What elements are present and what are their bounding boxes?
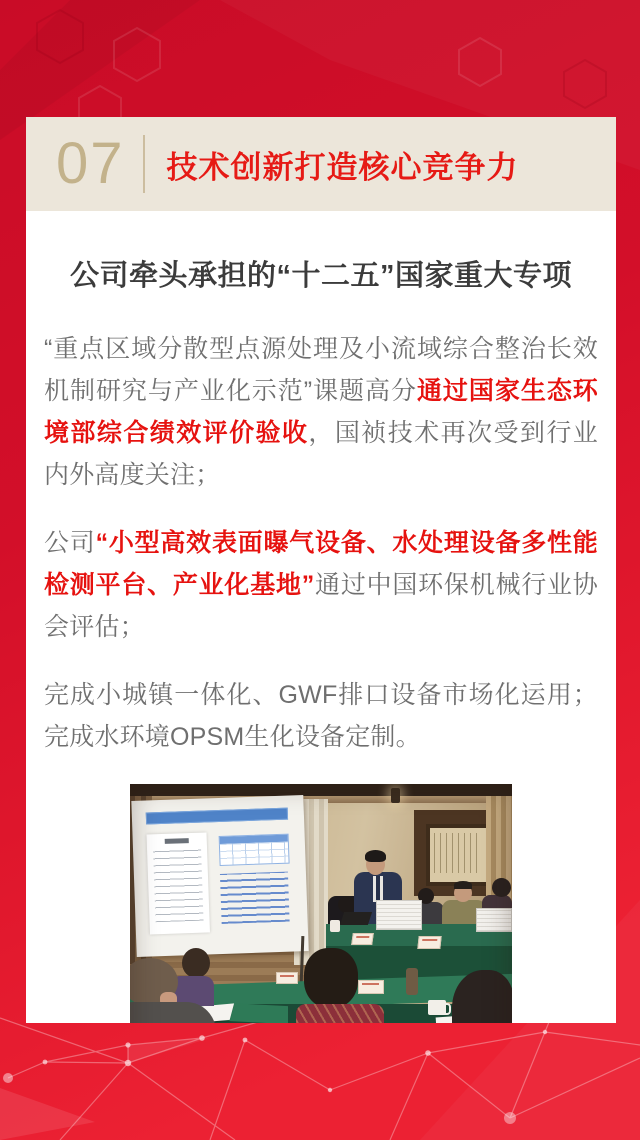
paragraph-national-project	[44, 328, 598, 496]
text-segment-highlight: “小型高效表面曝气设备、水处理设备多性能检测平台、产业化基地”	[44, 529, 598, 599]
article-body	[26, 253, 616, 1023]
text-segment: “重点区域分散型点源处理及小流域综合整治长效机制研究与产业化示范”课题高分	[44, 335, 598, 405]
photo-vignette	[130, 784, 512, 1023]
text-segment: 公司	[44, 529, 96, 557]
section-header	[26, 117, 616, 211]
paragraph-equipment-application	[44, 674, 598, 758]
content-card	[26, 117, 616, 1023]
text-segment: 通过中国环保机械行业协会评估；	[44, 571, 599, 641]
text-segment: ，国祯技术再次受到行业内外高度关注；	[44, 419, 598, 489]
text-segment-highlight: 通过国家生态环境部综合绩效评价验收	[44, 377, 599, 447]
section-number: 07	[56, 131, 125, 196]
text-segment: 完成小城镇一体化、GWF排口设备市场化运用；完成水环境OPSM生化设备定制。	[44, 681, 598, 751]
header-divider-line	[143, 135, 145, 193]
meeting-photo	[130, 784, 512, 1023]
paragraph-association-assessment	[44, 522, 598, 648]
article-subtitle: 公司牵头承担的“十二五”国家重大专项	[69, 260, 572, 292]
section-title: 技术创新打造核心竞争力	[166, 149, 519, 185]
